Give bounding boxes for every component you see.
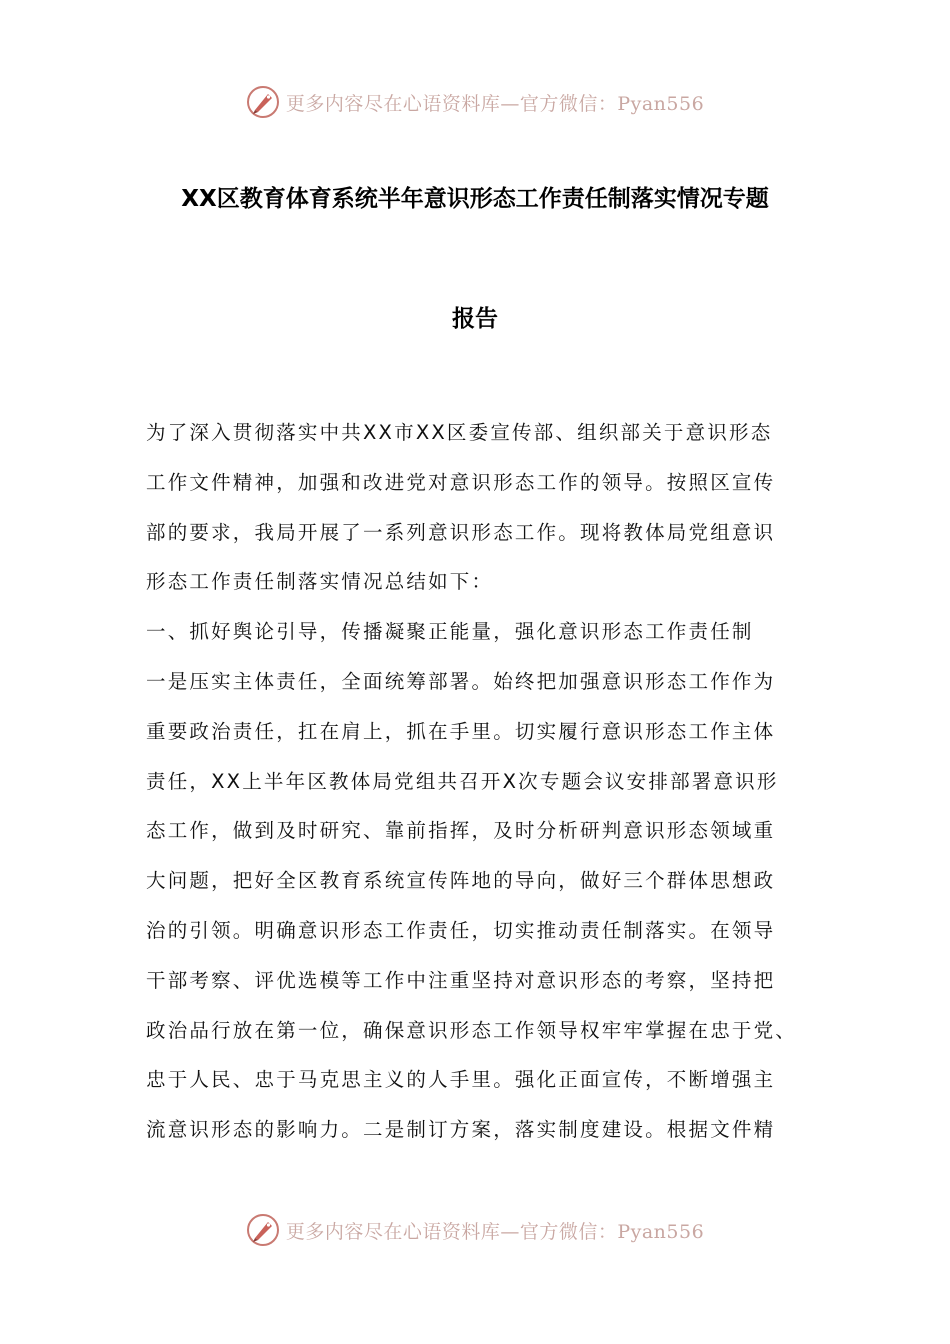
- watermark-text: 更多内容尽在心语资料库—官方微信：Pyan556: [285, 92, 705, 115]
- body-line: 工作文件精神，加强和改进党对意识形态工作的领导。按照区宣传: [146, 470, 776, 494]
- body-line: 一是压实主体责任，全面统筹部署。始终把加强意识形态工作作为: [146, 669, 776, 693]
- document-title-line-2: 报告: [452, 306, 498, 332]
- body-line: 为了深入贯彻落实中共XX市XX区委宣传部、组织部关于意识形态: [146, 421, 773, 444]
- body-line: 治的引领。明确意识形态工作责任，切实推动责任制落实。在领导: [146, 918, 776, 942]
- document-body: [146, 408, 810, 1155]
- section-heading: 一、抓好舆论引导，传播凝聚正能量，强化意识形态工作责任制: [146, 620, 754, 644]
- body-line: 态工作，做到及时研究、靠前指挥，及时分析研判意识形态领域重: [146, 819, 776, 843]
- pen-nib-logo-icon: [246, 1213, 280, 1247]
- header-watermark: [0, 82, 950, 122]
- body-line: 形态工作责任制落实情况总结如下：: [146, 570, 494, 594]
- watermark-text: 更多内容尽在心语资料库—官方微信：Pyan556: [285, 1220, 705, 1243]
- body-line: 部的要求，我局开展了一系列意识形态工作。现将教体局党组意识: [146, 520, 776, 544]
- body-line: 大问题，把好全区教育系统宣传阵地的导向，做好三个群体思想政: [146, 869, 776, 893]
- body-line: 责任，XX上半年区教体局党组共召开X次专题会议安排部署意识形: [146, 769, 779, 793]
- document-title-line-1: XX区教育体育系统半年意识形态工作责任制落实情况专题: [181, 186, 769, 212]
- footer-watermark: [0, 1210, 950, 1250]
- body-line: 忠于人民、忠于马克思主义的人手里。强化正面宣传，不断增强主: [146, 1068, 776, 1092]
- body-line: 流意识形态的影响力。二是制订方案，落实制度建设。根据文件精: [146, 1118, 776, 1142]
- body-line: 干部考察、评优选模等工作中注重坚持对意识形态的考察，坚持把: [146, 968, 776, 992]
- pen-nib-logo-icon: [246, 85, 280, 119]
- body-line: 重要政治责任，扛在肩上，抓在手里。切实履行意识形态工作主体: [146, 719, 776, 743]
- body-line: 政治品行放在第一位，确保意识形态工作领导权牢牢掌握在忠于党、: [146, 1018, 798, 1042]
